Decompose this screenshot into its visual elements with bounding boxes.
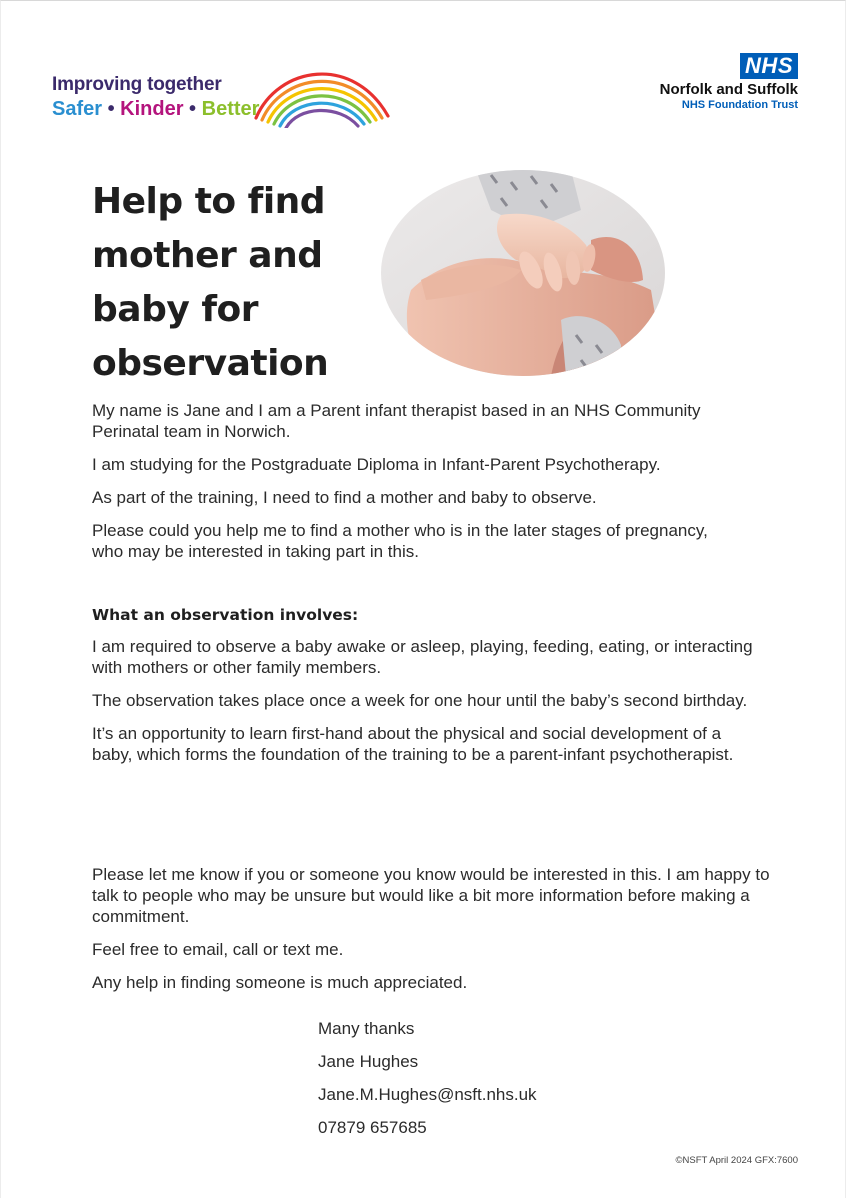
brand-values xyxy=(52,98,259,121)
signoff: Many thanks xyxy=(318,1019,415,1038)
trust-name: Norfolk and Suffolk xyxy=(659,81,798,98)
email-address[interactable]: Jane.M.Hughes@nsft.nhs.uk xyxy=(318,1085,537,1104)
intro-paragraph: As part of the training, I need to find a mother and baby to observe. xyxy=(92,488,597,507)
brand-tagline: Improving together xyxy=(52,74,222,95)
signature-name: Jane Hughes xyxy=(318,1052,419,1071)
intro-paragraph: I am studying for the Postgraduate Diploma in Infant-Parent Psychotherapy. xyxy=(92,455,661,474)
rainbow-icon xyxy=(248,58,398,128)
phone-number[interactable]: 07879 657685 xyxy=(318,1118,427,1137)
brand-separator: • xyxy=(102,98,121,120)
brand-word-safer: Safer xyxy=(52,98,103,120)
involves-paragraph: It’s an opportunity to learn first-hand about the physical and social development of a baby, which forms the foundation of the training to be a parent-infant psychotherapist. xyxy=(92,724,734,764)
closing-section xyxy=(92,864,772,1005)
page-title xyxy=(92,175,382,391)
baby-hand-photo xyxy=(381,170,665,376)
improving-together-logo xyxy=(52,58,352,128)
footer-code: ©NSFT April 2024 GFX:7600 xyxy=(675,1155,798,1166)
involves-section xyxy=(92,605,772,777)
nhs-logo: NHS xyxy=(740,53,798,79)
involves-paragraph: The observation takes place once a week for one hour until the baby’s second birthday. xyxy=(92,691,748,710)
brand-word-better: Better xyxy=(201,98,260,120)
closing-paragraph: Any help in finding someone is much appreciated. xyxy=(92,973,468,992)
title-line: observation xyxy=(92,343,329,384)
intro-section xyxy=(92,400,772,574)
involves-heading: What an observation involves: xyxy=(92,606,359,624)
nhs-trust-logo xyxy=(598,53,798,111)
title-line: mother and xyxy=(92,235,323,276)
closing-paragraph: Please let me know if you or someone you know would be interested in this. I am happy to talk to people who may be unsure but would like a bit more information before making a commitment. xyxy=(92,865,770,926)
intro-paragraph: Please could you help me to find a mother who is in the later stages of pregnancy, who may be interested in taking part in this. xyxy=(92,521,708,561)
title-line: Help to find xyxy=(92,181,326,222)
trust-subtitle: NHS Foundation Trust xyxy=(681,99,798,111)
brand-separator: • xyxy=(183,98,202,120)
brand-word-kinder: Kinder xyxy=(120,98,184,120)
signature-block xyxy=(318,1018,537,1150)
intro-paragraph: My name is Jane and I am a Parent infant therapist based in an NHS Community Perinatal team in Norwich. xyxy=(92,401,701,441)
closing-paragraph: Feel free to email, call or text me. xyxy=(92,940,344,959)
title-line: baby for xyxy=(92,289,258,330)
involves-paragraph: I am required to observe a baby awake or asleep, playing, feeding, eating, or interacting with mothers or other family members. xyxy=(92,637,753,677)
